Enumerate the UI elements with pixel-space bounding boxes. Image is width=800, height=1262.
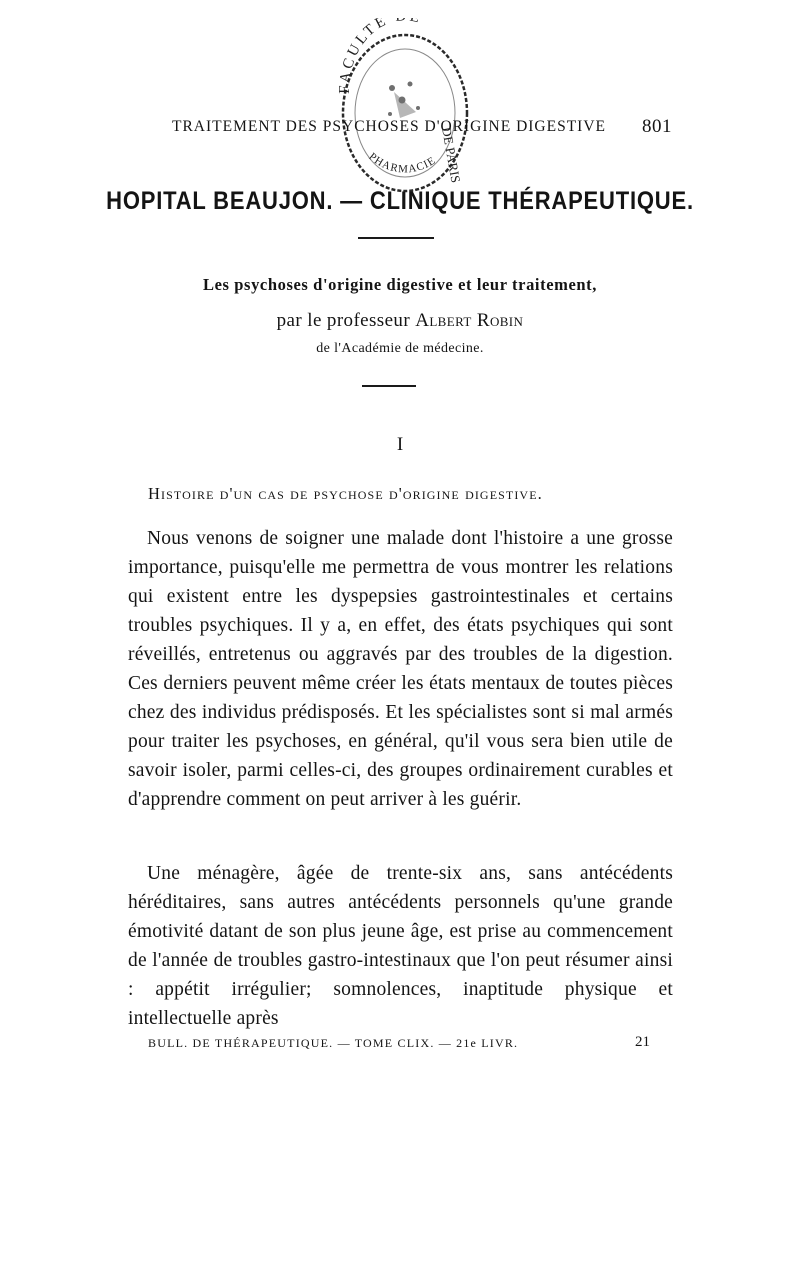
author-affiliation: de l'Académie de médecine. <box>316 341 484 356</box>
divider-rule <box>358 237 434 239</box>
article-title: Les psychoses d'origine digestive et leur traitement, <box>203 275 597 294</box>
divider-rule <box>362 385 416 387</box>
running-title: TRAITEMENT DES PSYCHOSES D'ORIGINE DIGESTIVE <box>172 118 607 135</box>
stamp-text-bottom: PHARMACIE <box>366 150 439 176</box>
footer-text: BULL. DE THÉRAPEUTIQUE. — TOME CLIX. — 21e LIVR. <box>148 1036 519 1050</box>
footer-signature: 21 <box>635 1034 650 1050</box>
section-title: Histoire d'un cas de psychose d'origine digestive. <box>148 484 543 503</box>
body-paragraph: Une ménagère, âgée de trente-six ans, sans antécédents héréditaires, sans autres antécédents personnels qu'une grande émotivité datant de son plus jeune âge, est prise au commencement de l'année de troubles gastro-intestinaux que l'on peut résumer ainsi : appétit irrégulier; somnolences, inaptitude physique et intellectuelle après <box>128 863 673 1029</box>
page-footer <box>148 1036 678 1058</box>
running-header <box>172 118 672 142</box>
library-stamp <box>330 18 480 198</box>
page-number: 801 <box>642 116 672 137</box>
clinic-heading: HOPITAL BEAUJON. — CLINIQUE THÉRAPEUTIQUE. <box>106 186 694 215</box>
author-prefix: par le professeur <box>276 310 416 331</box>
stamp-text-top: FACULTÉ <box>336 18 391 94</box>
svg-text:PHARMACIE <box>366 151 438 176</box>
section-number: I <box>396 434 404 455</box>
stamp-text-right: DE PARIS <box>439 125 464 184</box>
body-paragraph: Nous venons de soigner une malade dont l'histoire a une grosse importance, puisqu'elle me permettra de vous montrer les relations qui existent entre les dyspepsies gastrointestinales et certains troubles psychiques. Il y a, en effet, des états psychiques qui sont réveillés, entretenus ou aggravés par des troubles de la digestion. Ces derniers peuvent même créer les états mentaux de toutes pièces chez des individus prédisposés. Et les spécialistes sont si mal armés pour traiter les psychoses, en général, qu'il vous sera bien utile de savoir isoler, parmi celles-ci, des groupes ordinairement curables et d'apprendre comment on peut arriver à les guérir. <box>128 528 673 810</box>
author-name: Albert Robin <box>415 310 524 331</box>
author-line <box>0 310 800 332</box>
library-stamp-icon <box>330 18 480 198</box>
